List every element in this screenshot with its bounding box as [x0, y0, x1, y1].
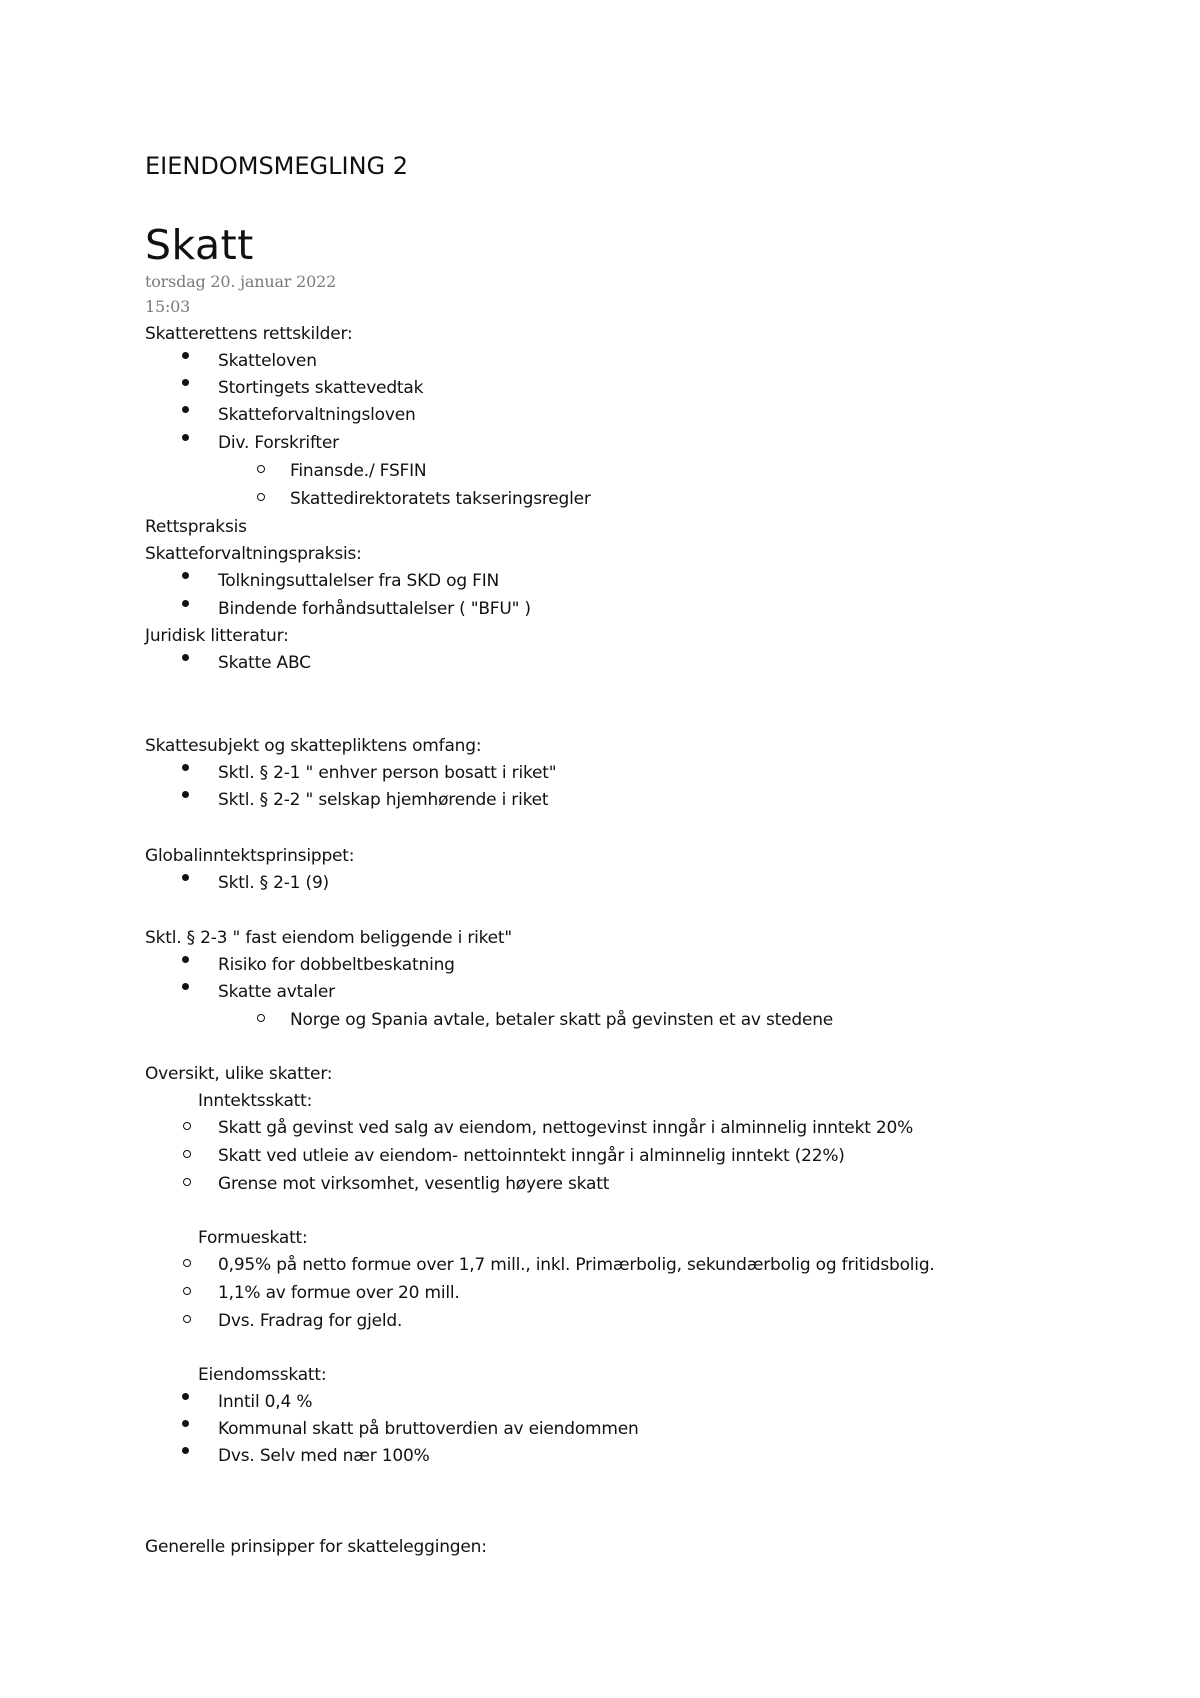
- circle-bullet-icon: [257, 493, 265, 501]
- bullet-icon: [182, 791, 189, 798]
- circle-bullet-icon: [183, 1259, 191, 1267]
- circle-bullet-icon: [183, 1122, 191, 1130]
- litteratur-heading: Juridisk litteratur:: [145, 626, 289, 646]
- list-item: 0,95% på netto formue over 1,7 mill., inkl. Primærbolig, sekundærbolig og fritidsbolig.: [218, 1255, 935, 1275]
- page-time: 15:03: [145, 297, 191, 316]
- skattesubjekt-heading: Skattesubjekt og skattepliktens omfang:: [145, 736, 482, 756]
- bullet-icon: [182, 379, 189, 386]
- globalinntekt-heading: Globalinntektsprinsippet:: [145, 846, 355, 866]
- list-item: Dvs. Fradrag for gjeld.: [218, 1311, 403, 1331]
- eiendomsskatt-heading: Eiendomsskatt:: [198, 1365, 327, 1385]
- circle-bullet-icon: [257, 1014, 265, 1022]
- list-item: Bindende forhåndsuttalelser ( "BFU" ): [218, 599, 531, 619]
- circle-bullet-icon: [183, 1178, 191, 1186]
- bullet-icon: [182, 874, 189, 881]
- page-title: Skatt: [145, 221, 254, 269]
- prinsipper-heading: Generelle prinsipper for skatteleggingen:: [145, 1537, 487, 1557]
- bullet-icon: [182, 983, 189, 990]
- rettskilder-heading: Skatterettens rettskilder:: [145, 324, 353, 344]
- inntektsskatt-heading: Inntektsskatt:: [198, 1091, 313, 1111]
- notebook-title: EIENDOMSMEGLING 2: [145, 152, 409, 180]
- circle-bullet-icon: [183, 1287, 191, 1295]
- list-item: Skatt gå gevinst ved salg av eiendom, nettogevinst inngår i alminnelig inntekt 20%: [218, 1118, 914, 1138]
- list-item: Sktl. § 2-1 " enhver person bosatt i riket": [218, 763, 557, 783]
- list-subitem: Finansde./ FSFIN: [290, 461, 427, 481]
- list-item: Skatteloven: [218, 351, 317, 371]
- list-item: Div. Forskrifter: [218, 433, 339, 453]
- list-item: Grense mot virksomhet, vesentlig høyere skatt: [218, 1174, 610, 1194]
- page-date: torsdag 20. januar 2022: [145, 272, 337, 291]
- bullet-icon: [182, 600, 189, 607]
- bullet-icon: [182, 1393, 189, 1400]
- list-item: Skatte ABC: [218, 653, 311, 673]
- rettspraksis-heading: Rettspraksis: [145, 517, 247, 537]
- bullet-icon: [182, 434, 189, 441]
- list-item: 1,1% av formue over 20 mill.: [218, 1283, 460, 1303]
- list-item: Skatte avtaler: [218, 982, 335, 1002]
- bullet-icon: [182, 764, 189, 771]
- list-item: Stortingets skattevedtak: [218, 378, 424, 398]
- list-subitem: Norge og Spania avtale, betaler skatt på gevinsten et av stedene: [290, 1010, 834, 1030]
- list-item: Dvs. Selv med nær 100%: [218, 1446, 430, 1466]
- list-item: Skatteforvaltningsloven: [218, 405, 416, 425]
- bullet-icon: [182, 956, 189, 963]
- list-subitem: Skattedirektoratets takseringsregler: [290, 489, 591, 509]
- formueskatt-heading: Formueskatt:: [198, 1228, 308, 1248]
- list-item: Kommunal skatt på bruttoverdien av eiendommen: [218, 1419, 639, 1439]
- bullet-icon: [182, 654, 189, 661]
- list-item: Sktl. § 2-2 " selskap hjemhørende i riket: [218, 790, 549, 810]
- bullet-icon: [182, 406, 189, 413]
- fast-eiendom-heading: Sktl. § 2-3 " fast eiendom beliggende i riket": [145, 928, 513, 948]
- list-item: Skatt ved utleie av eiendom- nettoinntekt inngår i alminnelig inntekt (22%): [218, 1146, 845, 1166]
- circle-bullet-icon: [257, 465, 265, 473]
- bullet-icon: [182, 572, 189, 579]
- bullet-icon: [182, 1420, 189, 1427]
- list-item: Inntil 0,4 %: [218, 1392, 313, 1412]
- bullet-icon: [182, 1447, 189, 1454]
- bullet-icon: [182, 352, 189, 359]
- circle-bullet-icon: [183, 1150, 191, 1158]
- forvaltningspraksis-heading: Skatteforvaltningspraksis:: [145, 544, 362, 564]
- oversikt-heading: Oversikt, ulike skatter:: [145, 1064, 333, 1084]
- circle-bullet-icon: [183, 1315, 191, 1323]
- list-item: Tolkningsuttalelser fra SKD og FIN: [218, 571, 500, 591]
- list-item: Sktl. § 2-1 (9): [218, 873, 329, 893]
- list-item: Risiko for dobbeltbeskatning: [218, 955, 455, 975]
